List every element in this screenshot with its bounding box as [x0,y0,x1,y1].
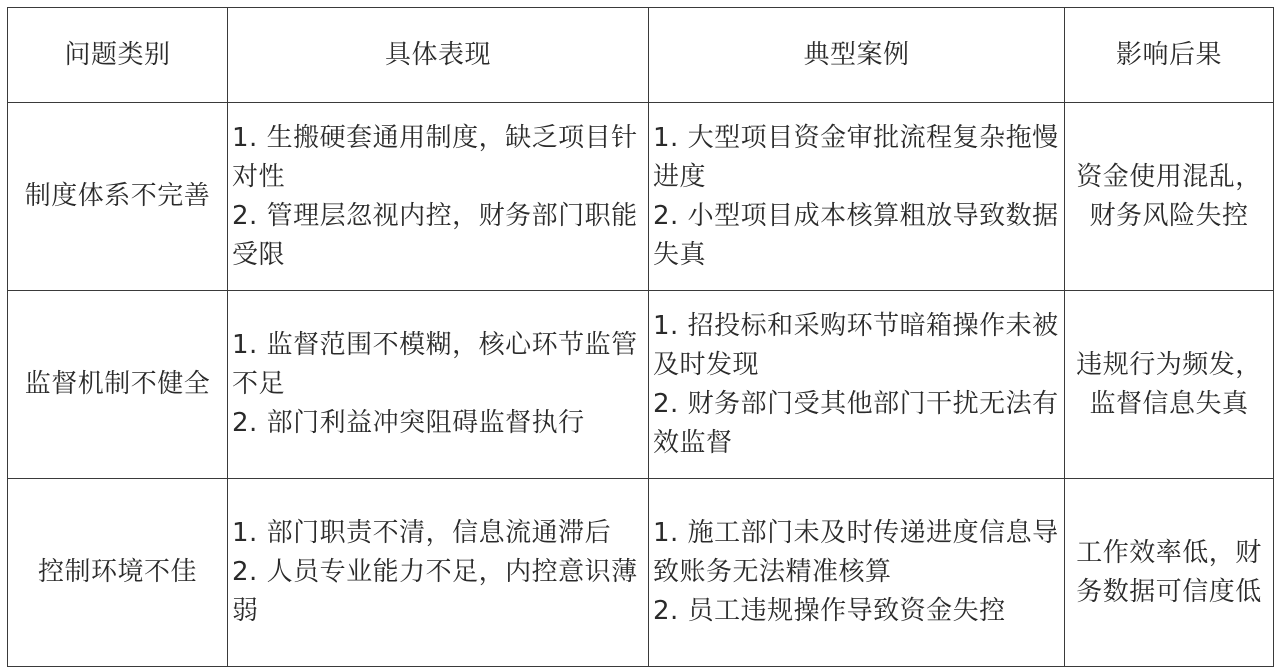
table-row [8,291,1274,479]
header-row [8,8,1274,103]
case-cell [649,479,1065,667]
issue-category: 制度体系不完善 [8,103,228,291]
manifestation-cell [228,103,649,291]
header-manifestation: 具体表现 [228,8,649,103]
manifestation-cell [228,479,649,667]
manifestation-item: 2. 管理层忽视内控，财务部门职能受限 [232,200,638,270]
header-category: 问题类别 [8,8,228,103]
case-item: 1. 大型项目资金审批流程复杂拖慢进度 [653,122,1059,192]
header-impact: 影响后果 [1065,8,1274,103]
case-item: 1. 施工部门未及时传递进度信息导致账务无法精准核算 [653,518,1059,587]
impact-cell: 工作效率低，财务数据可信度低 [1065,479,1274,667]
manifestation-item: 1. 部门职责不清，信息流通滞后 [232,518,612,548]
issue-category: 监督机制不健全 [8,291,228,479]
case-cell [649,103,1065,291]
manifestation-cell [228,291,649,479]
manifestation-item: 1. 生搬硬套通用制度，缺乏项目针对性 [232,122,638,192]
case-item: 2. 财务部门受其他部门干扰无法有效监督 [653,388,1059,458]
impact-cell: 资金使用混乱，财务风险失控 [1065,103,1274,291]
header-case: 典型案例 [649,8,1065,103]
manifestation-item: 1. 监督范围不模糊，核心环节监管不足 [232,330,638,399]
manifestation-item: 2. 人员专业能力不足，内控意识薄弱 [232,557,638,626]
impact-cell: 违规行为频发，监督信息失真 [1065,291,1274,479]
case-item: 2. 小型项目成本核算粗放导致数据失真 [653,200,1059,270]
issue-category: 控制环境不佳 [8,479,228,667]
table-row [8,479,1274,667]
table-row [8,103,1274,291]
case-item: 1. 招投标和采购环节暗箱操作未被及时发现 [653,310,1059,380]
case-cell [649,291,1065,479]
case-item: 2. 员工违规操作导致资金失控 [653,596,1006,626]
manifestation-item: 2. 部门利益冲突阻碍监督执行 [232,408,585,438]
internal-control-issues-table [7,7,1274,667]
